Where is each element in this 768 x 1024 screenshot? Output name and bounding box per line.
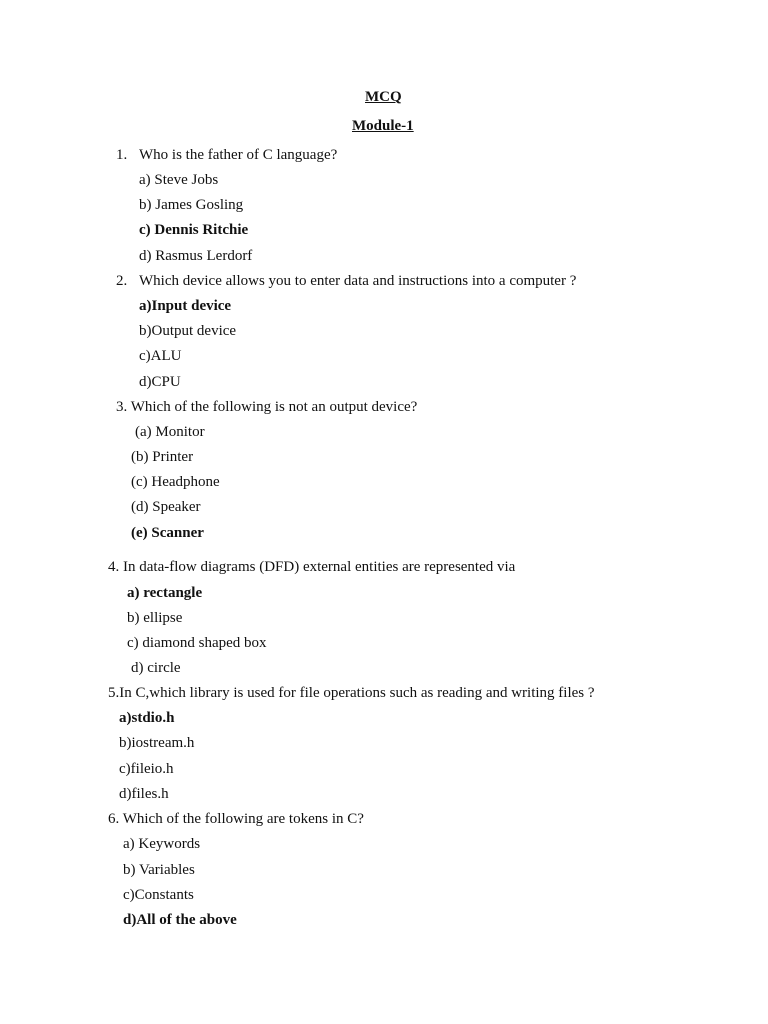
- question-4-option-b: b) ellipse: [127, 610, 183, 626]
- question-3-text: 3. Which of the following is not an output device?: [116, 399, 418, 415]
- question-2-option-b: b)Output device: [139, 323, 237, 339]
- question-2-option-c: c)ALU: [139, 348, 182, 364]
- question-5-option-a-answer: a)stdio.h: [119, 710, 175, 726]
- question-3-option-e-answer: (e) Scanner: [131, 525, 204, 541]
- question-1-option-a: a) Steve Jobs: [139, 172, 219, 188]
- question-4-option-d: d) circle: [131, 660, 181, 676]
- question-4-option-c: c) diamond shaped box: [127, 635, 267, 651]
- question-5-option-c: c)fileio.h: [119, 761, 174, 777]
- question-1-option-b: b) James Gosling: [139, 197, 244, 213]
- question-1-number: 1.: [116, 147, 128, 163]
- page-subtitle: Module-1: [352, 118, 414, 134]
- question-3-option-d: (d) Speaker: [131, 499, 201, 515]
- question-3-option-a: (a) Monitor: [135, 424, 205, 440]
- page-title: MCQ: [365, 89, 402, 105]
- question-3-option-c: (c) Headphone: [131, 474, 220, 490]
- question-1-text: Who is the father of C language?: [139, 147, 338, 163]
- question-5-option-d: d)files.h: [119, 786, 169, 802]
- question-6-option-b: b) Variables: [123, 862, 195, 878]
- question-5-option-b: b)iostream.h: [119, 735, 195, 751]
- question-2-number: 2.: [116, 273, 128, 289]
- question-4-text: 4. In data-flow diagrams (DFD) external entities are represented via: [108, 559, 516, 575]
- question-1-option-d: d) Rasmus Lerdorf: [139, 248, 253, 264]
- question-5-text: 5.In C,which library is used for file operations such as reading and writing files ?: [108, 685, 595, 701]
- question-2-text: Which device allows you to enter data and instructions into a computer ?: [139, 273, 577, 289]
- question-2-option-d: d)CPU: [139, 374, 181, 390]
- question-3-option-b: (b) Printer: [131, 449, 194, 465]
- question-6-text: 6. Which of the following are tokens in C?: [108, 811, 364, 827]
- question-2-option-a-answer: a)Input device: [139, 298, 232, 314]
- question-6-option-d-answer: d)All of the above: [123, 912, 237, 928]
- question-1-option-c-answer: c) Dennis Ritchie: [139, 222, 249, 238]
- question-6-option-a: a) Keywords: [123, 836, 201, 852]
- question-4-option-a-answer: a) rectangle: [127, 585, 203, 601]
- question-6-option-c: c)Constants: [123, 887, 194, 903]
